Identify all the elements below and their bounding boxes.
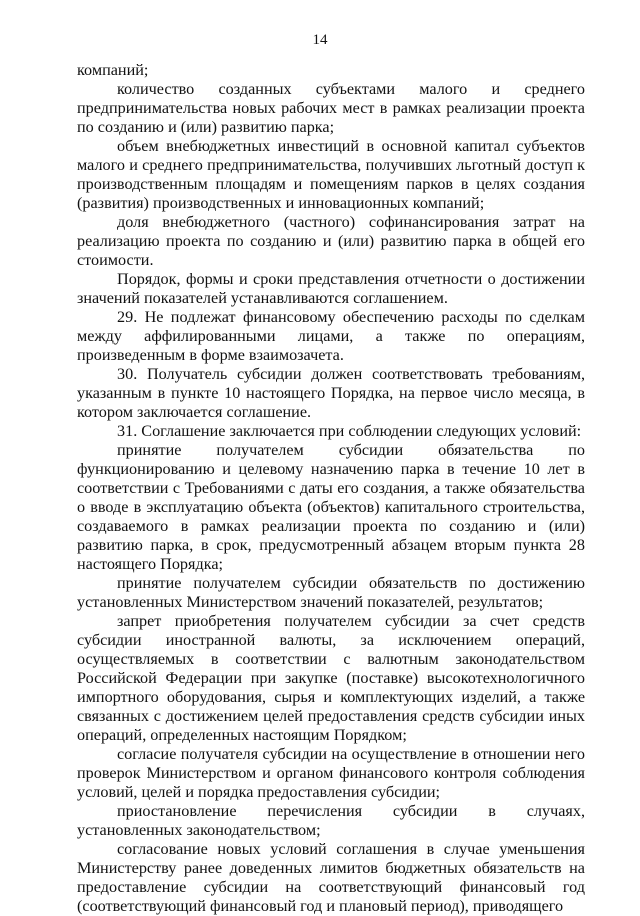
paragraph: 29. Не подлежат финансовому обеспечению расходы по сделкам между аффилированными лицами, а также по операциям, произведенным в форме взаимозачета. bbox=[77, 308, 585, 364]
document-body bbox=[77, 61, 585, 916]
paragraph: согласие получателя субсидии на осуществление в отношении него проверок Министерством и органом финансового контроля соблюдения условий, целей и порядка предоставления субсидии; bbox=[77, 745, 585, 801]
paragraph: доля внебюджетного (частного) софинансирования затрат на реализацию проекта по созданию и (или) развитию парка в общей его стоимости. bbox=[77, 213, 585, 269]
paragraph: 31. Соглашение заключается при соблюдении следующих условий: bbox=[117, 422, 582, 440]
paragraph: принятие получателем субсидии обязательств по достижению установленных Министерством значений показателей, результатов; bbox=[77, 574, 585, 611]
paragraph: Порядок, формы и сроки представления отчетности о достижении значений показателей устанавливаются соглашением. bbox=[77, 270, 585, 307]
paragraph: 30. Получатель субсидии должен соответствовать требованиям, указанным в пункте 10 настоящего Порядка, на первое число месяца, в котором заключается соглашение. bbox=[77, 365, 585, 421]
paragraph: количество созданных субъектами малого и среднего предпринимательства новых рабочих мест в рамках реализации проекта по созданию и (или) развитию парка; bbox=[77, 80, 585, 136]
paragraph: принятие получателем субсидии обязательства по функционированию и целевому назначению парка в течение 10 лет в соответствии с Требованиями с даты его создания, а также обязательства о вводе в эксплуатацию объекта (объектов) капитального строительства, создаваемого в рамках реализации проекта по созданию и (или) развитию парка, в срок, предусмотренный абзацем вторым пункта 28 настоящего Порядка; bbox=[77, 441, 585, 573]
paragraph: запрет приобретения получателем субсидии за счет средств субсидии иностранной валюты, за исключением операций, осуществляемых в соответствии с валютным законодательством Российской Федерации при закупке (поставке) высокотехнологичного импортного оборудования, сырья и комплектующих изделий, а также связанных с достижением целей предоставления средств субсидии иных операций, определенных настоящим Порядком; bbox=[77, 612, 585, 744]
paragraph: объем внебюджетных инвестиций в основной капитал субъектов малого и среднего предпринимательства, получивших льготный доступ к производственным площадям и помещениям парков в целях создания (развития) производственных и инновационных компаний; bbox=[77, 137, 585, 212]
paragraph: приостановление перечисления субсидии в случаях, установленных законодательством; bbox=[77, 802, 585, 839]
paragraph: согласование новых условий соглашения в случае уменьшения Министерству ранее доведенных лимитов бюджетных обязательств на предоставление субсидии на соответствующий финансовый год (соответствующий финансовый год и плановый период), приводящего bbox=[77, 840, 585, 915]
paragraph: компаний; bbox=[77, 61, 149, 79]
page-number: 14 bbox=[312, 32, 328, 48]
